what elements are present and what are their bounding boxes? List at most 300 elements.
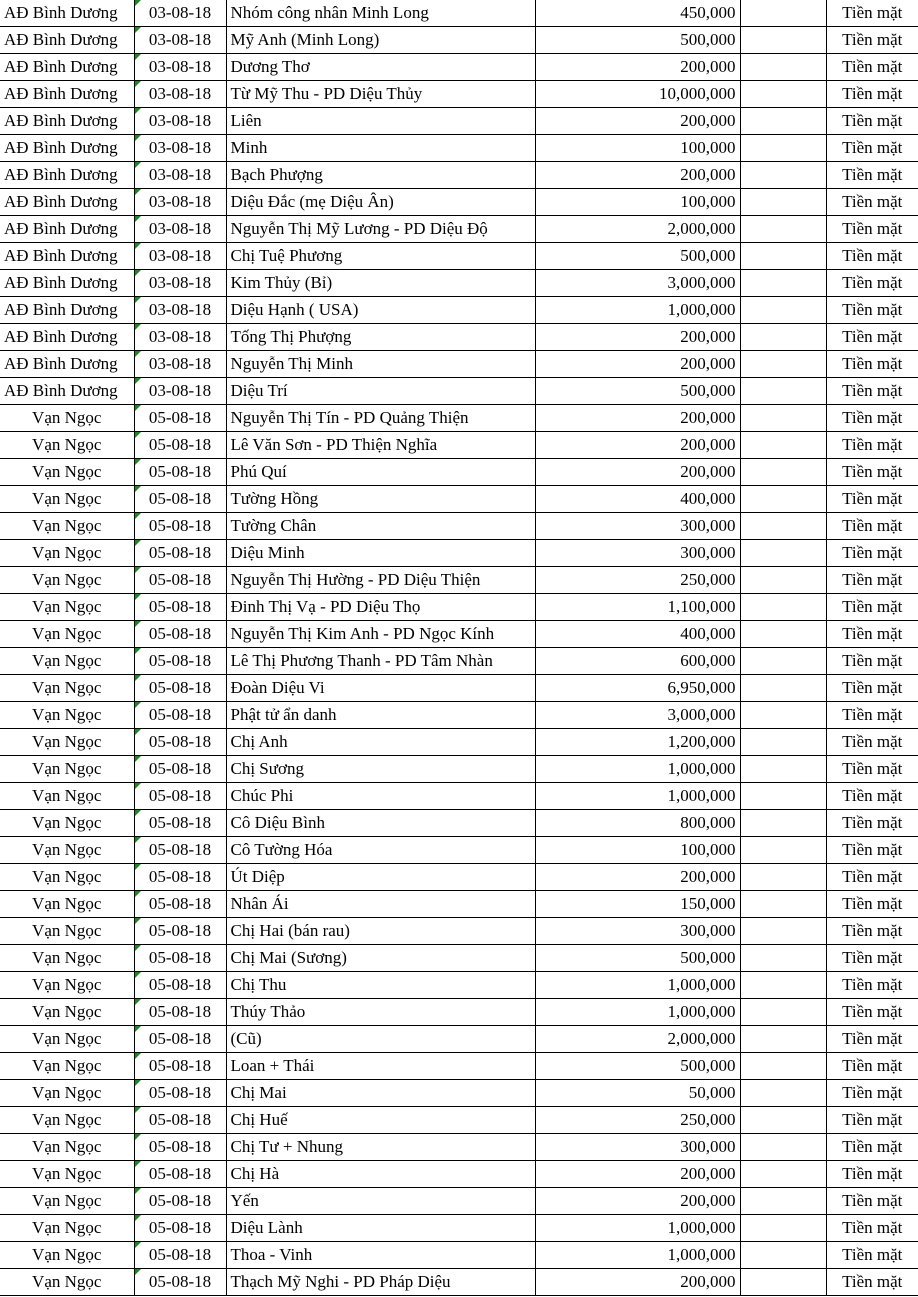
amount-cell[interactable]: 200,000: [535, 864, 740, 891]
date-cell[interactable]: 05-08-18: [134, 810, 226, 837]
date-cell[interactable]: 05-08-18: [134, 1080, 226, 1107]
amount-cell[interactable]: 500,000: [535, 1053, 740, 1080]
donor-name-cell[interactable]: Nguyễn Thị Tín - PD Quảng Thiện: [226, 405, 535, 432]
donor-name-cell[interactable]: Tường Hồng: [226, 486, 535, 513]
donor-name-cell[interactable]: Bạch Phượng: [226, 162, 535, 189]
date-cell[interactable]: 03-08-18: [134, 324, 226, 351]
date-cell[interactable]: 03-08-18: [134, 297, 226, 324]
date-cell[interactable]: 05-08-18: [134, 567, 226, 594]
branch-cell[interactable]: AĐ Bình Dương: [0, 351, 134, 378]
payment-method-cell[interactable]: Tiền mặt: [826, 702, 918, 729]
branch-cell[interactable]: Vạn Ngọc: [0, 756, 134, 783]
empty-cell[interactable]: [740, 891, 826, 918]
branch-cell[interactable]: Vạn Ngọc: [0, 1134, 134, 1161]
date-cell[interactable]: 03-08-18: [134, 351, 226, 378]
empty-cell[interactable]: [740, 1026, 826, 1053]
branch-cell[interactable]: Vạn Ngọc: [0, 810, 134, 837]
branch-cell[interactable]: Vạn Ngọc: [0, 675, 134, 702]
donor-name-cell[interactable]: Út Diệp: [226, 864, 535, 891]
branch-cell[interactable]: AĐ Bình Dương: [0, 297, 134, 324]
branch-cell[interactable]: Vạn Ngọc: [0, 1080, 134, 1107]
payment-method-cell[interactable]: Tiền mặt: [826, 918, 918, 945]
date-cell[interactable]: 05-08-18: [134, 459, 226, 486]
amount-cell[interactable]: 200,000: [535, 1161, 740, 1188]
donor-name-cell[interactable]: Thạch Mỹ Nghi - PD Pháp Diệu: [226, 1269, 535, 1296]
date-cell[interactable]: 03-08-18: [134, 54, 226, 81]
branch-cell[interactable]: Vạn Ngọc: [0, 594, 134, 621]
donor-name-cell[interactable]: Chị Thu: [226, 972, 535, 999]
empty-cell[interactable]: [740, 351, 826, 378]
date-cell[interactable]: 03-08-18: [134, 27, 226, 54]
empty-cell[interactable]: [740, 1134, 826, 1161]
donor-name-cell[interactable]: Nhóm công nhân Minh Long: [226, 0, 535, 27]
empty-cell[interactable]: [740, 189, 826, 216]
table-row: [0, 1134, 918, 1161]
date-cell[interactable]: 03-08-18: [134, 162, 226, 189]
branch-cell[interactable]: AĐ Bình Dương: [0, 270, 134, 297]
branch-cell[interactable]: AĐ Bình Dương: [0, 135, 134, 162]
amount-cell[interactable]: 200,000: [535, 432, 740, 459]
payment-method-cell[interactable]: Tiền mặt: [826, 1161, 918, 1188]
empty-cell[interactable]: [740, 729, 826, 756]
empty-cell[interactable]: [740, 1161, 826, 1188]
donor-name-cell[interactable]: Diệu Hạnh ( USA): [226, 297, 535, 324]
donor-name-cell[interactable]: Nguyễn Thị Minh: [226, 351, 535, 378]
date-cell[interactable]: 05-08-18: [134, 864, 226, 891]
date-cell[interactable]: 05-08-18: [134, 837, 226, 864]
payment-method-cell[interactable]: Tiền mặt: [826, 810, 918, 837]
date-cell[interactable]: 05-08-18: [134, 702, 226, 729]
branch-cell[interactable]: Vạn Ngọc: [0, 1188, 134, 1215]
branch-cell[interactable]: AĐ Bình Dương: [0, 162, 134, 189]
payment-method-cell[interactable]: Tiền mặt: [826, 837, 918, 864]
donor-name-cell[interactable]: Chị Tuệ Phương: [226, 243, 535, 270]
payment-method-cell[interactable]: Tiền mặt: [826, 297, 918, 324]
empty-cell[interactable]: [740, 837, 826, 864]
amount-cell[interactable]: 1,100,000: [535, 594, 740, 621]
amount-cell[interactable]: 1,000,000: [535, 1242, 740, 1269]
amount-cell[interactable]: 500,000: [535, 27, 740, 54]
date-cell[interactable]: 05-08-18: [134, 405, 226, 432]
donor-name-cell[interactable]: Loan + Thái: [226, 1053, 535, 1080]
table-row: [0, 567, 918, 594]
table-row: [0, 81, 918, 108]
payment-method-cell[interactable]: Tiền mặt: [826, 54, 918, 81]
amount-cell[interactable]: 200,000: [535, 405, 740, 432]
amount-cell[interactable]: 300,000: [535, 513, 740, 540]
amount-cell[interactable]: 2,000,000: [535, 1026, 740, 1053]
branch-cell[interactable]: Vạn Ngọc: [0, 864, 134, 891]
donor-name-cell[interactable]: Chị Anh: [226, 729, 535, 756]
empty-cell[interactable]: [740, 1269, 826, 1296]
donor-name-cell[interactable]: Cô Diệu Bình: [226, 810, 535, 837]
branch-cell[interactable]: Vạn Ngọc: [0, 837, 134, 864]
branch-cell[interactable]: AĐ Bình Dương: [0, 243, 134, 270]
branch-cell[interactable]: Vạn Ngọc: [0, 1269, 134, 1296]
payment-method-cell[interactable]: Tiền mặt: [826, 675, 918, 702]
empty-cell[interactable]: [740, 459, 826, 486]
payment-method-cell[interactable]: Tiền mặt: [826, 486, 918, 513]
empty-cell[interactable]: [740, 810, 826, 837]
payment-method-cell[interactable]: Tiền mặt: [826, 756, 918, 783]
payment-method-cell[interactable]: Tiền mặt: [826, 540, 918, 567]
payment-method-cell[interactable]: Tiền mặt: [826, 81, 918, 108]
amount-cell[interactable]: 1,000,000: [535, 999, 740, 1026]
branch-cell[interactable]: AĐ Bình Dương: [0, 27, 134, 54]
empty-cell[interactable]: [740, 540, 826, 567]
amount-cell[interactable]: 450,000: [535, 0, 740, 27]
date-cell[interactable]: 05-08-18: [134, 729, 226, 756]
amount-cell[interactable]: 250,000: [535, 1107, 740, 1134]
payment-method-cell[interactable]: Tiền mặt: [826, 351, 918, 378]
amount-cell[interactable]: 500,000: [535, 378, 740, 405]
donor-name-cell[interactable]: Diệu Đắc (mẹ Diệu Ân): [226, 189, 535, 216]
date-cell[interactable]: 05-08-18: [134, 594, 226, 621]
branch-cell[interactable]: Vạn Ngọc: [0, 1107, 134, 1134]
branch-cell[interactable]: Vạn Ngọc: [0, 702, 134, 729]
date-cell[interactable]: 03-08-18: [134, 270, 226, 297]
payment-method-cell[interactable]: Tiền mặt: [826, 864, 918, 891]
amount-cell[interactable]: 100,000: [535, 189, 740, 216]
date-cell[interactable]: 05-08-18: [134, 945, 226, 972]
date-cell[interactable]: 03-08-18: [134, 108, 226, 135]
donor-name-cell[interactable]: Phật tử ẩn danh: [226, 702, 535, 729]
date-cell[interactable]: 05-08-18: [134, 675, 226, 702]
payment-method-cell[interactable]: Tiền mặt: [826, 1269, 918, 1296]
date-cell[interactable]: 05-08-18: [134, 621, 226, 648]
branch-cell[interactable]: Vạn Ngọc: [0, 513, 134, 540]
branch-cell[interactable]: Vạn Ngọc: [0, 783, 134, 810]
payment-method-cell[interactable]: Tiền mặt: [826, 135, 918, 162]
empty-cell[interactable]: [740, 594, 826, 621]
date-cell[interactable]: 05-08-18: [134, 1107, 226, 1134]
donor-name-cell[interactable]: Lê Thị Phương Thanh - PD Tâm Nhàn: [226, 648, 535, 675]
date-cell[interactable]: 05-08-18: [134, 756, 226, 783]
branch-cell[interactable]: Vạn Ngọc: [0, 486, 134, 513]
donor-name-cell[interactable]: Dương Thơ: [226, 54, 535, 81]
branch-cell[interactable]: Vạn Ngọc: [0, 540, 134, 567]
payment-method-cell[interactable]: Tiền mặt: [826, 1080, 918, 1107]
empty-cell[interactable]: [740, 783, 826, 810]
empty-cell[interactable]: [740, 621, 826, 648]
payment-method-cell[interactable]: Tiền mặt: [826, 1107, 918, 1134]
payment-method-cell[interactable]: Tiền mặt: [826, 162, 918, 189]
empty-cell[interactable]: [740, 0, 826, 27]
branch-cell[interactable]: AĐ Bình Dương: [0, 108, 134, 135]
donor-name-cell[interactable]: Chúc Phi: [226, 783, 535, 810]
amount-cell[interactable]: 200,000: [535, 1188, 740, 1215]
empty-cell[interactable]: [740, 270, 826, 297]
donor-name-cell[interactable]: Cô Tường Hóa: [226, 837, 535, 864]
donor-name-cell[interactable]: Thúy Thảo: [226, 999, 535, 1026]
empty-cell[interactable]: [740, 1215, 826, 1242]
date-cell[interactable]: 05-08-18: [134, 648, 226, 675]
empty-cell[interactable]: [740, 27, 826, 54]
empty-cell[interactable]: [740, 1188, 826, 1215]
branch-cell[interactable]: Vạn Ngọc: [0, 459, 134, 486]
table-row: [0, 918, 918, 945]
payment-method-cell[interactable]: Tiền mặt: [826, 729, 918, 756]
table-row: [0, 1053, 918, 1080]
amount-cell[interactable]: 200,000: [535, 324, 740, 351]
empty-cell[interactable]: [740, 378, 826, 405]
date-cell[interactable]: 03-08-18: [134, 216, 226, 243]
donor-name-cell[interactable]: Chị Huế: [226, 1107, 535, 1134]
empty-cell[interactable]: [740, 324, 826, 351]
date-cell[interactable]: 05-08-18: [134, 1134, 226, 1161]
donor-name-cell[interactable]: Phú Quí: [226, 459, 535, 486]
payment-method-cell[interactable]: Tiền mặt: [826, 1242, 918, 1269]
empty-cell[interactable]: [740, 567, 826, 594]
empty-cell[interactable]: [740, 1080, 826, 1107]
donor-name-cell[interactable]: Chị Hà: [226, 1161, 535, 1188]
branch-cell[interactable]: Vạn Ngọc: [0, 648, 134, 675]
payment-method-cell[interactable]: Tiền mặt: [826, 432, 918, 459]
donor-name-cell[interactable]: Đoàn Diệu Vi: [226, 675, 535, 702]
table-row: [0, 594, 918, 621]
donor-name-cell[interactable]: Đinh Thị Vạ - PD Diệu Thọ: [226, 594, 535, 621]
date-cell[interactable]: 05-08-18: [134, 1215, 226, 1242]
donor-name-cell[interactable]: Kim Thủy (Bỉ): [226, 270, 535, 297]
amount-cell[interactable]: 300,000: [535, 918, 740, 945]
empty-cell[interactable]: [740, 216, 826, 243]
branch-cell[interactable]: Vạn Ngọc: [0, 945, 134, 972]
amount-cell[interactable]: 200,000: [535, 162, 740, 189]
date-cell[interactable]: 05-08-18: [134, 1188, 226, 1215]
branch-cell[interactable]: Vạn Ngọc: [0, 405, 134, 432]
empty-cell[interactable]: [740, 486, 826, 513]
donor-name-cell[interactable]: Tường Chân: [226, 513, 535, 540]
amount-cell[interactable]: 300,000: [535, 540, 740, 567]
donor-name-cell[interactable]: Chị Mai: [226, 1080, 535, 1107]
branch-cell[interactable]: AĐ Bình Dương: [0, 81, 134, 108]
payment-method-cell[interactable]: Tiền mặt: [826, 324, 918, 351]
payment-method-cell[interactable]: Tiền mặt: [826, 189, 918, 216]
donor-name-cell[interactable]: Yến: [226, 1188, 535, 1215]
branch-cell[interactable]: Vạn Ngọc: [0, 432, 134, 459]
amount-cell[interactable]: 50,000: [535, 1080, 740, 1107]
empty-cell[interactable]: [740, 702, 826, 729]
amount-cell[interactable]: 150,000: [535, 891, 740, 918]
empty-cell[interactable]: [740, 1107, 826, 1134]
table-row: [0, 189, 918, 216]
amount-cell[interactable]: 400,000: [535, 486, 740, 513]
branch-cell[interactable]: Vạn Ngọc: [0, 999, 134, 1026]
amount-cell[interactable]: 2,000,000: [535, 216, 740, 243]
empty-cell[interactable]: [740, 243, 826, 270]
date-cell[interactable]: 03-08-18: [134, 81, 226, 108]
date-cell[interactable]: 05-08-18: [134, 540, 226, 567]
amount-cell[interactable]: 200,000: [535, 351, 740, 378]
empty-cell[interactable]: [740, 54, 826, 81]
date-cell[interactable]: 05-08-18: [134, 918, 226, 945]
amount-cell[interactable]: 400,000: [535, 621, 740, 648]
empty-cell[interactable]: [740, 918, 826, 945]
date-cell[interactable]: 05-08-18: [134, 1242, 226, 1269]
amount-cell[interactable]: 1,000,000: [535, 1215, 740, 1242]
empty-cell[interactable]: [740, 972, 826, 999]
empty-cell[interactable]: [740, 945, 826, 972]
date-cell[interactable]: 03-08-18: [134, 135, 226, 162]
date-cell[interactable]: 05-08-18: [134, 1026, 226, 1053]
table-row: [0, 0, 918, 27]
date-cell[interactable]: 05-08-18: [134, 432, 226, 459]
empty-cell[interactable]: [740, 162, 826, 189]
table-row: [0, 702, 918, 729]
amount-cell[interactable]: 6,950,000: [535, 675, 740, 702]
amount-cell[interactable]: 600,000: [535, 648, 740, 675]
payment-method-cell[interactable]: Tiền mặt: [826, 1134, 918, 1161]
empty-cell[interactable]: [740, 108, 826, 135]
date-cell[interactable]: 05-08-18: [134, 999, 226, 1026]
donor-name-cell[interactable]: Mỹ Anh (Minh Long): [226, 27, 535, 54]
empty-cell[interactable]: [740, 405, 826, 432]
empty-cell[interactable]: [740, 1053, 826, 1080]
table-row: [0, 648, 918, 675]
table-row: [0, 1269, 918, 1296]
branch-cell[interactable]: AĐ Bình Dương: [0, 378, 134, 405]
amount-cell[interactable]: 100,000: [535, 135, 740, 162]
branch-cell[interactable]: Vạn Ngọc: [0, 621, 134, 648]
date-cell[interactable]: 05-08-18: [134, 972, 226, 999]
branch-cell[interactable]: Vạn Ngọc: [0, 1215, 134, 1242]
donor-name-cell[interactable]: Nhân Ái: [226, 891, 535, 918]
payment-method-cell[interactable]: Tiền mặt: [826, 999, 918, 1026]
amount-cell[interactable]: 3,000,000: [535, 702, 740, 729]
donor-name-cell[interactable]: Chị Hai (bán rau): [226, 918, 535, 945]
empty-cell[interactable]: [740, 81, 826, 108]
branch-cell[interactable]: Vạn Ngọc: [0, 1242, 134, 1269]
donor-name-cell[interactable]: Nguyễn Thị Mỹ Lương - PD Diệu Độ: [226, 216, 535, 243]
payment-method-cell[interactable]: Tiền mặt: [826, 378, 918, 405]
empty-cell[interactable]: [740, 513, 826, 540]
payment-method-cell[interactable]: Tiền mặt: [826, 945, 918, 972]
amount-cell[interactable]: 500,000: [535, 243, 740, 270]
branch-cell[interactable]: Vạn Ngọc: [0, 918, 134, 945]
donor-name-cell[interactable]: Diệu Trí: [226, 378, 535, 405]
payment-method-cell[interactable]: Tiền mặt: [826, 1053, 918, 1080]
payment-method-cell[interactable]: Tiền mặt: [826, 1026, 918, 1053]
payment-method-cell[interactable]: Tiền mặt: [826, 567, 918, 594]
donor-name-cell[interactable]: Lê Văn Sơn - PD Thiện Nghĩa: [226, 432, 535, 459]
branch-cell[interactable]: Vạn Ngọc: [0, 1053, 134, 1080]
amount-cell[interactable]: 200,000: [535, 1269, 740, 1296]
empty-cell[interactable]: [740, 675, 826, 702]
donor-name-cell[interactable]: Chị Mai (Sương): [226, 945, 535, 972]
branch-cell[interactable]: AĐ Bình Dương: [0, 216, 134, 243]
empty-cell[interactable]: [740, 297, 826, 324]
amount-cell[interactable]: 800,000: [535, 810, 740, 837]
payment-method-cell[interactable]: Tiền mặt: [826, 513, 918, 540]
amount-cell[interactable]: 300,000: [535, 1134, 740, 1161]
amount-cell[interactable]: 200,000: [535, 459, 740, 486]
branch-cell[interactable]: Vạn Ngọc: [0, 1161, 134, 1188]
donor-name-cell[interactable]: Từ Mỹ Thu - PD Diệu Thủy: [226, 81, 535, 108]
branch-cell[interactable]: Vạn Ngọc: [0, 972, 134, 999]
table-row: [0, 810, 918, 837]
branch-cell[interactable]: Vạn Ngọc: [0, 1026, 134, 1053]
empty-cell[interactable]: [740, 999, 826, 1026]
amount-cell[interactable]: 1,000,000: [535, 756, 740, 783]
empty-cell[interactable]: [740, 1242, 826, 1269]
amount-cell[interactable]: 200,000: [535, 54, 740, 81]
amount-cell[interactable]: 500,000: [535, 945, 740, 972]
date-cell[interactable]: 05-08-18: [134, 1269, 226, 1296]
donor-name-cell[interactable]: Nguyễn Thị Hường - PD Diệu Thiện: [226, 567, 535, 594]
payment-method-cell[interactable]: Tiền mặt: [826, 0, 918, 27]
donor-name-cell[interactable]: (Cũ): [226, 1026, 535, 1053]
donor-name-cell[interactable]: Diệu Lành: [226, 1215, 535, 1242]
donor-name-cell[interactable]: Chị Tư + Nhung: [226, 1134, 535, 1161]
date-cell[interactable]: 05-08-18: [134, 783, 226, 810]
branch-cell[interactable]: Vạn Ngọc: [0, 891, 134, 918]
payment-method-cell[interactable]: Tiền mặt: [826, 108, 918, 135]
donor-name-cell[interactable]: Liên: [226, 108, 535, 135]
payment-method-cell[interactable]: Tiền mặt: [826, 783, 918, 810]
amount-cell[interactable]: 100,000: [535, 837, 740, 864]
donor-name-cell[interactable]: Nguyễn Thị Kim Anh - PD Ngọc Kính: [226, 621, 535, 648]
branch-cell[interactable]: AĐ Bình Dương: [0, 0, 134, 27]
date-cell[interactable]: 05-08-18: [134, 1161, 226, 1188]
amount-cell[interactable]: 3,000,000: [535, 270, 740, 297]
empty-cell[interactable]: [740, 864, 826, 891]
payment-method-cell[interactable]: Tiền mặt: [826, 27, 918, 54]
amount-cell[interactable]: 1,200,000: [535, 729, 740, 756]
payment-method-cell[interactable]: Tiền mặt: [826, 216, 918, 243]
payment-method-cell[interactable]: Tiền mặt: [826, 243, 918, 270]
donor-name-cell[interactable]: Chị Sương: [226, 756, 535, 783]
date-cell[interactable]: 03-08-18: [134, 243, 226, 270]
amount-cell[interactable]: 250,000: [535, 567, 740, 594]
donor-name-cell[interactable]: Tống Thị Phượng: [226, 324, 535, 351]
date-cell[interactable]: 03-08-18: [134, 189, 226, 216]
amount-cell[interactable]: 10,000,000: [535, 81, 740, 108]
payment-method-cell[interactable]: Tiền mặt: [826, 459, 918, 486]
donor-name-cell[interactable]: Thoa - Vinh: [226, 1242, 535, 1269]
empty-cell[interactable]: [740, 648, 826, 675]
branch-cell[interactable]: AĐ Bình Dương: [0, 324, 134, 351]
payment-method-cell[interactable]: Tiền mặt: [826, 405, 918, 432]
date-cell[interactable]: 05-08-18: [134, 1053, 226, 1080]
payment-method-cell[interactable]: Tiền mặt: [826, 1215, 918, 1242]
date-cell[interactable]: 05-08-18: [134, 891, 226, 918]
payment-method-cell[interactable]: Tiền mặt: [826, 648, 918, 675]
amount-cell[interactable]: 200,000: [535, 108, 740, 135]
branch-cell[interactable]: Vạn Ngọc: [0, 729, 134, 756]
branch-cell[interactable]: AĐ Bình Dương: [0, 189, 134, 216]
branch-cell[interactable]: Vạn Ngọc: [0, 567, 134, 594]
empty-cell[interactable]: [740, 756, 826, 783]
payment-method-cell[interactable]: Tiền mặt: [826, 891, 918, 918]
date-cell[interactable]: 05-08-18: [134, 513, 226, 540]
date-cell[interactable]: 03-08-18: [134, 0, 226, 27]
payment-method-cell[interactable]: Tiền mặt: [826, 594, 918, 621]
amount-cell[interactable]: 1,000,000: [535, 783, 740, 810]
payment-method-cell[interactable]: Tiền mặt: [826, 270, 918, 297]
payment-method-cell[interactable]: Tiền mặt: [826, 972, 918, 999]
empty-cell[interactable]: [740, 135, 826, 162]
donor-name-cell[interactable]: Diệu Minh: [226, 540, 535, 567]
amount-cell[interactable]: 1,000,000: [535, 972, 740, 999]
branch-cell[interactable]: AĐ Bình Dương: [0, 54, 134, 81]
date-cell[interactable]: 03-08-18: [134, 378, 226, 405]
payment-method-cell[interactable]: Tiền mặt: [826, 621, 918, 648]
amount-cell[interactable]: 1,000,000: [535, 297, 740, 324]
payment-method-cell[interactable]: Tiền mặt: [826, 1188, 918, 1215]
empty-cell[interactable]: [740, 432, 826, 459]
date-cell[interactable]: 05-08-18: [134, 486, 226, 513]
donor-name-cell[interactable]: Minh: [226, 135, 535, 162]
